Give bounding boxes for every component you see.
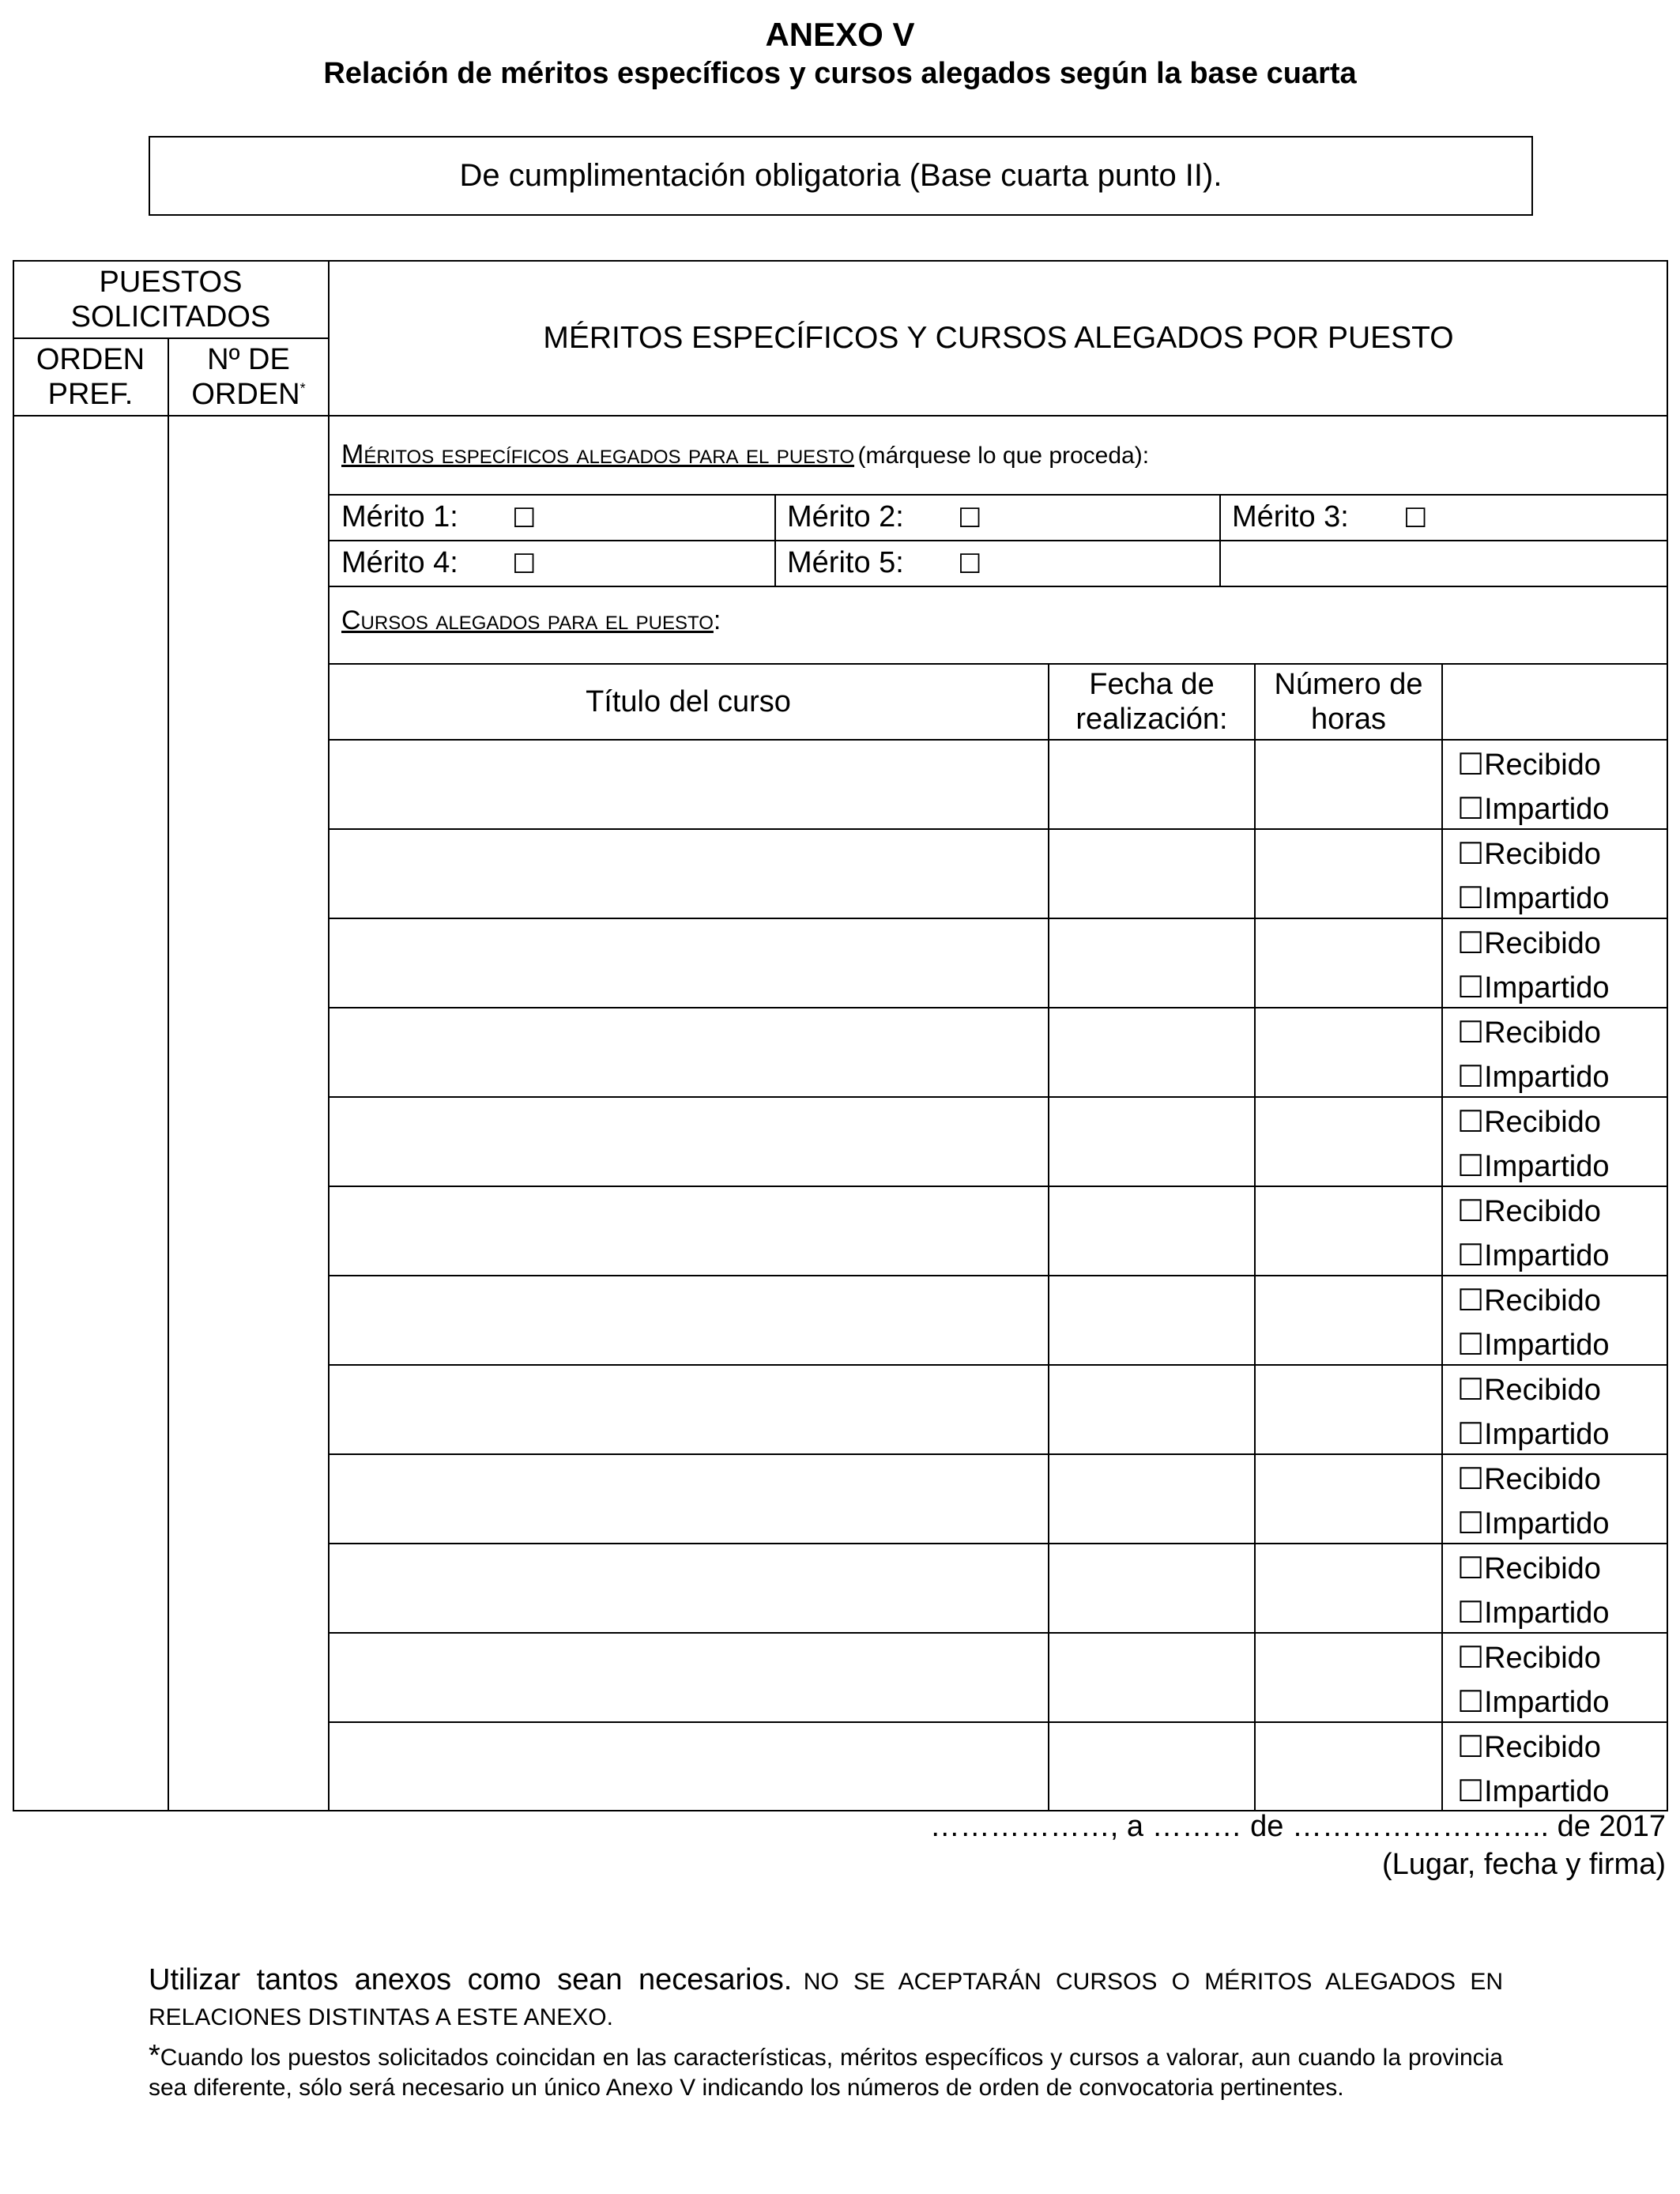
merito-4-checkbox[interactable]: ☐ [512,549,537,579]
titulo-cell[interactable] [330,1276,1048,1364]
merito-5-label: Mérito 5: [787,546,904,579]
orden-pref-header: ORDEN PREF. [36,342,145,411]
footnote-mark: * [149,2039,160,2072]
titulo-cell[interactable] [330,741,1048,828]
signature-line: ………………, a ……… de …………………….. de 2017 [929,1810,1666,1843]
usage-note: Utilizar tantos anexos como sean necesarios. [149,1963,793,1996]
titulo-cell[interactable] [330,1098,1048,1186]
recibido-checkbox[interactable]: ☐Recibido [1457,1374,1601,1407]
merito-3-label: Mérito 3: [1232,500,1349,533]
fecha-cell[interactable] [1049,919,1254,1007]
fecha-cell[interactable] [1049,1008,1254,1096]
recibido-checkbox[interactable]: ☐Recibido [1457,1463,1601,1496]
impartido-checkbox[interactable]: ☐Impartido [1457,1507,1610,1540]
cursos-section-colon: : [713,605,721,635]
notes [149,1964,1503,2103]
impartido-checkbox[interactable]: ☐Impartido [1457,1686,1610,1719]
horas-cell[interactable] [1256,1455,1441,1543]
recibido-checkbox[interactable]: ☐Recibido [1457,748,1601,782]
impartido-checkbox[interactable]: ☐Impartido [1457,1239,1610,1272]
impartido-checkbox[interactable]: ☐Impartido [1457,882,1610,915]
merito-3-checkbox[interactable]: ☐ [1403,503,1428,533]
fecha-cell[interactable] [1049,1544,1254,1632]
impartido-checkbox[interactable]: ☐Impartido [1457,971,1610,1005]
horas-cell[interactable] [1256,1544,1441,1632]
fecha-cell[interactable] [1049,1187,1254,1275]
horas-cell[interactable] [1256,830,1441,918]
recibido-checkbox[interactable]: ☐Recibido [1457,1195,1601,1228]
num-orden-header [168,339,329,415]
fecha-cell[interactable] [1049,1098,1254,1186]
footnote-text: Cuando los puestos solicitados coincidan en las características, méritos específicos y cursos a valorar, aun cuando la provincia sea diferente, sólo será necesario un único Anexo V indicando los números de orden de convocatoria pertinentes. [149,2045,1503,2101]
fecha-cell[interactable] [1049,1455,1254,1543]
horas-cell[interactable] [1256,741,1441,828]
impartido-checkbox[interactable]: ☐Impartido [1457,1775,1610,1808]
horas-cell[interactable] [1256,1098,1441,1186]
fecha-cell[interactable] [1049,741,1254,828]
fecha-cell[interactable] [1049,1634,1254,1721]
num-orden-label: Nº DE ORDEN [191,342,300,411]
num-orden-footnote-mark: * [299,380,306,397]
titulo-cell[interactable] [330,1366,1048,1453]
recibido-checkbox[interactable]: ☐Recibido [1457,1552,1601,1585]
col-horas-header: Número de horas [1274,667,1423,736]
titulo-cell[interactable] [330,1455,1048,1543]
annex-title: ANEXO V [765,16,915,53]
meritos-section-title [341,439,1653,470]
mandatory-notice: De cumplimentación obligatoria (Base cuarta punto II). [149,136,1533,216]
cursos-section-title [341,605,721,636]
horas-cell[interactable] [1256,1187,1441,1275]
horas-cell[interactable] [1256,1008,1441,1096]
recibido-checkbox[interactable]: ☐Recibido [1457,927,1601,960]
horas-cell[interactable] [1256,1634,1441,1721]
recibido-checkbox[interactable]: ☐Recibido [1457,1284,1601,1318]
titulo-cell[interactable] [330,1187,1048,1275]
signature-caption: (Lugar, fecha y firma) [1381,1848,1666,1881]
merito-1-label: Mérito 1: [341,500,458,533]
annex-subtitle: Relación de méritos específicos y cursos alegados según la base cuarta [323,57,1357,90]
meritos-section-label: Méritos específicos alegados para el puesto [341,439,855,469]
warning-note: NO SE ACEPTARÁN CURSOS O MÉRITOS ALEGADOS EN RELACIONES DISTINTAS A ESTE ANEXO. [149,1969,1503,2030]
impartido-checkbox[interactable]: ☐Impartido [1457,1329,1610,1362]
merito-5-checkbox[interactable]: ☐ [958,549,982,579]
recibido-checkbox[interactable]: ☐Recibido [1457,1106,1601,1139]
titulo-cell[interactable] [330,1008,1048,1096]
recibido-checkbox[interactable]: ☐Recibido [1457,838,1601,871]
horas-cell[interactable] [1256,1276,1441,1364]
impartido-checkbox[interactable]: ☐Impartido [1457,793,1610,826]
fecha-cell[interactable] [1049,1276,1254,1364]
horas-cell[interactable] [1256,1723,1441,1811]
fecha-cell[interactable] [1049,830,1254,918]
main-header: MÉRITOS ESPECÍFICOS Y CURSOS ALEGADOS POR PUESTO [543,321,1454,356]
horas-cell[interactable] [1256,1366,1441,1453]
impartido-checkbox[interactable]: ☐Impartido [1457,1150,1610,1183]
fecha-cell[interactable] [1049,1366,1254,1453]
titulo-cell[interactable] [330,1723,1048,1811]
impartido-checkbox[interactable]: ☐Impartido [1457,1418,1610,1451]
fecha-cell[interactable] [1049,1723,1254,1811]
titulo-cell[interactable] [330,1544,1048,1632]
impartido-checkbox[interactable]: ☐Impartido [1457,1596,1610,1630]
horas-cell[interactable] [1256,919,1441,1007]
merito-2-checkbox[interactable]: ☐ [958,503,982,533]
titulo-cell[interactable] [330,1634,1048,1721]
merito-4-label: Mérito 4: [341,546,458,579]
cursos-section-label: Cursos alegados para el puesto [341,605,714,635]
merito-1-checkbox[interactable]: ☐ [512,503,537,533]
titulo-cell[interactable] [330,830,1048,918]
col-fecha-header: Fecha de realización: [1075,667,1228,736]
recibido-checkbox[interactable]: ☐Recibido [1457,1642,1601,1675]
meritos-hint: (márquese lo que proceda): [857,443,1150,469]
recibido-checkbox[interactable]: ☐Recibido [1457,1016,1601,1050]
titulo-cell[interactable] [330,919,1048,1007]
recibido-checkbox[interactable]: ☐Recibido [1457,1731,1601,1764]
puestos-solicitados-header: PUESTOS SOLICITADOS [70,265,271,334]
impartido-checkbox[interactable]: ☐Impartido [1457,1061,1610,1094]
merito-2-label: Mérito 2: [787,500,904,533]
col-titulo-header: Título del curso [586,684,791,718]
